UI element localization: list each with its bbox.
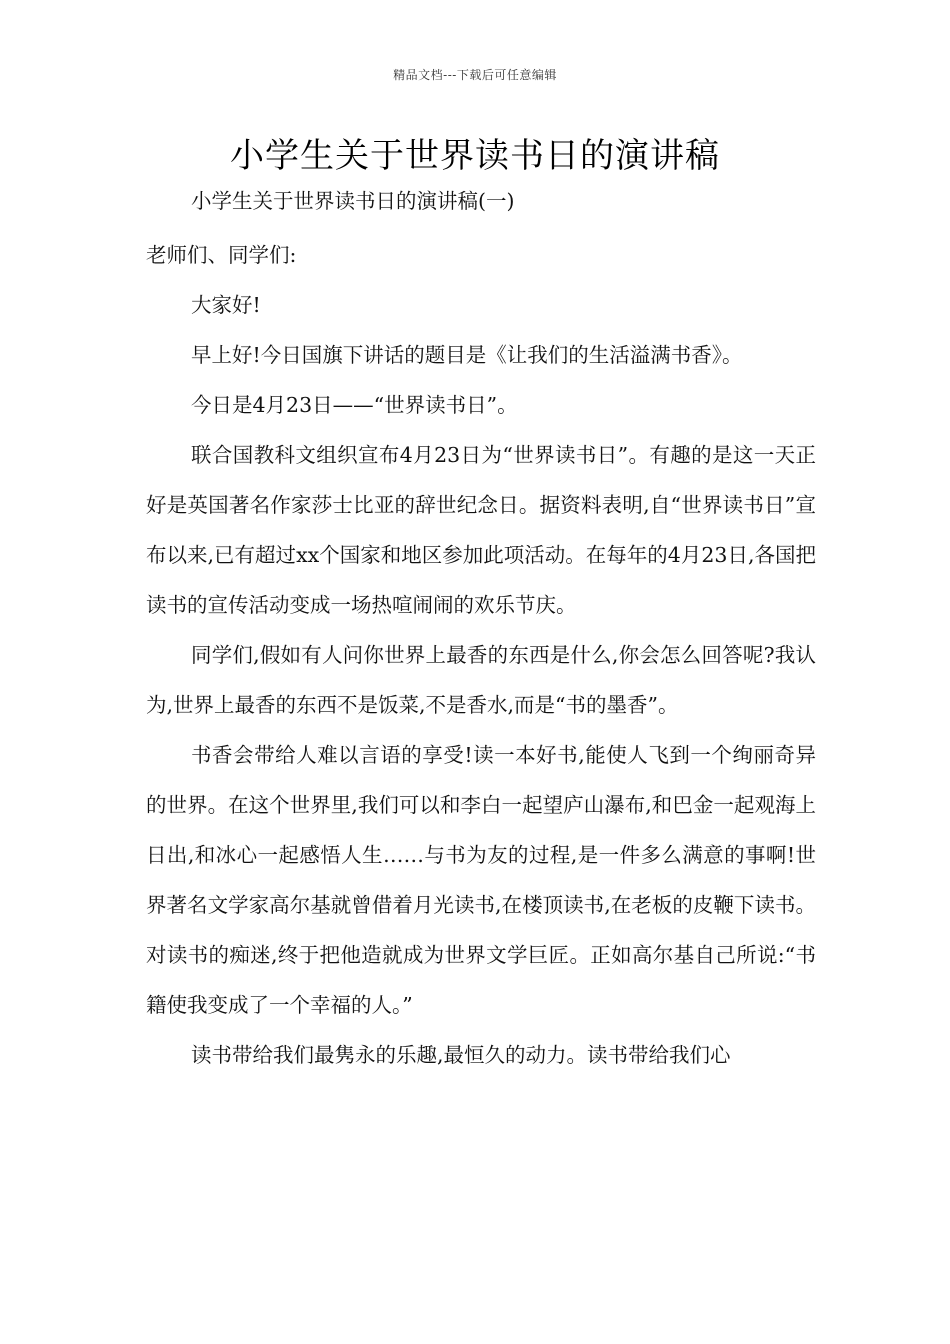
motivation-paragraph: 读书带给我们最隽永的乐趣,最恒久的动力。读书带给我们心 — [191, 1043, 731, 1067]
greeting-paragraph: 大家好! — [191, 293, 261, 317]
subtitle-paragraph: 小学生关于世界读书日的演讲稿(一) — [191, 189, 515, 213]
date-paragraph: 今日是4月23日——“世界读书日”。 — [191, 393, 518, 417]
topic-paragraph: 早上好!今日国旗下讲话的题目是《让我们的生活溢满书香》。 — [191, 343, 743, 367]
enjoyment-paragraph: 书香会带给人难以言语的享受!读一本好书,能使人飞到一个绚丽奇异的世界。在这个世界里,我们可以和李白一起望庐山瀑布,和巴金一起观海上日出,和冰心一起感悟人生……与书为友的过程,是一件多么满意的事啊!世界著名文学家高尔基就曾借着月光读书,在楼顶读书,在老板的皮鞭下读书。对读书的痴迷,终于把他造就成为世界文学巨匠。正如高尔基自己所说:“书籍使我变成了一个幸福的人。” — [146, 743, 816, 1017]
document-body — [146, 180, 816, 1080]
fragrance-paragraph: 同学们,假如有人问你世界上最香的东西是什么,你会怎么回答呢?我认为,世界上最香的东西不是饭菜,不是香水,而是“书的墨香”。 — [146, 643, 816, 717]
header-note: 精品文档---下载后可任意编辑 — [393, 68, 557, 82]
unesco-paragraph: 联合国教科文组织宣布4月23日为“世界读书日”。有趣的是这一天正好是英国著名作家莎士比亚的辞世纪念日。据资料表明,自“世界读书日”宣布以来,已有超过xx个国家和地区参加此项活动。在每年的4月23日,各国把读书的宣传活动变成一场热喧闹闹的欢乐节庆。 — [146, 443, 816, 617]
document-title: 小学生关于世界读书日的演讲稿 — [230, 136, 720, 176]
salutation-paragraph: 老师们、同学们: — [146, 243, 297, 267]
